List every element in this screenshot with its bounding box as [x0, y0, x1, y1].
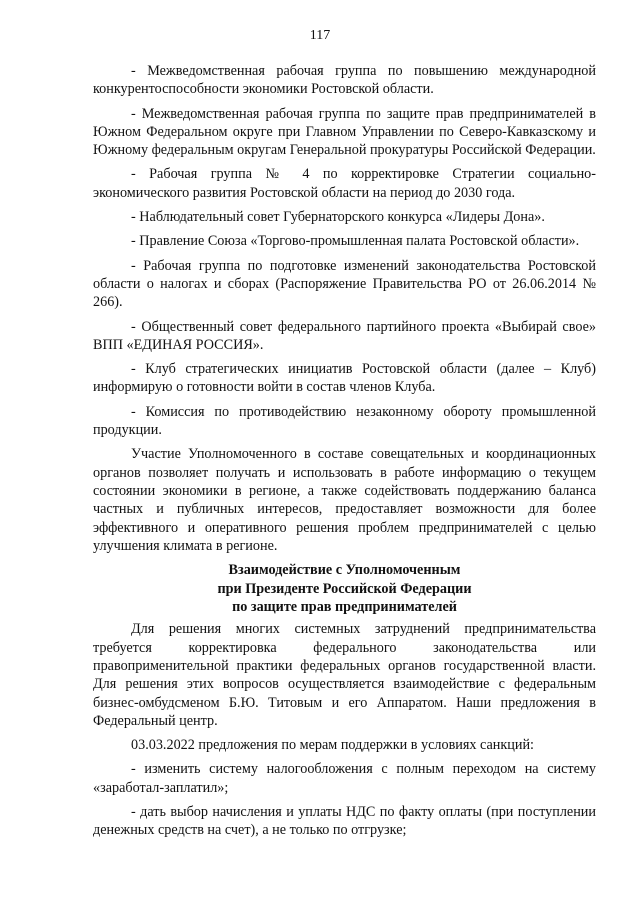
list-item: - дать выбор начисления и уплаты НДС по факту оплаты (при поступлении денежных средств на счет), а не только по отгрузке;	[93, 804, 596, 839]
list-item: - Клуб стратегических инициатив Ростовской области (далее – Клуб) информирую о готовности войти в состав членов Клуба.	[93, 361, 596, 396]
list-item: - Наблюдательный совет Губернаторского конкурса «Лидеры Дона».	[131, 209, 545, 226]
body-paragraph: Для решения многих системных затруднений предпринимательства требуется корректировка федерального законодательства или правоприменительной практики федеральных органов государственной власти. Для решения этих вопросов осуществляется взаимодействие с федеральным бизнес-омбудсменом Б.Ю. Титовым и его Аппаратом. Наши предложения в Федеральный центр.	[93, 621, 596, 729]
list-item: - Общественный совет федерального партийного проекта «Выбирай свое» ВПП «ЕДИНАЯ РОССИЯ».	[93, 318, 596, 353]
page-number: 117	[309, 28, 331, 43]
section-heading	[93, 561, 596, 616]
list-item: - Рабочая группа по подготовке изменений законодательства Ростовской области о налогах и сборах (Распоряжение Правительства РО от 26.06.2014 № 266).	[93, 257, 596, 311]
body-paragraph: 03.03.2022 предложения по мерам поддержки в условиях санкций:	[131, 737, 534, 754]
list-item: - Комиссия по противодействию незаконному обороту промышленной продукции.	[93, 403, 596, 439]
list-item: - Рабочая группа № 4 по корректировке Стратегии социально-экономического развития Ростовской области на период до 2030 года.	[93, 166, 596, 201]
body-paragraph: Участие Уполномоченного в составе совещательных и координационных органов позволяет получать и использовать в работе информацию о текущем состоянии экономики в регионе, а также содействовать поддержанию баланса частных и публичных интересов, предоставляет возможности для более эффективного и оперативного решения проблем предпринимателей с целью улучшения климата в регионе.	[93, 446, 596, 554]
list-item: - Межведомственная рабочая группа по защите прав предпринимателей в Южном Федеральном округе при Главном Управлении по Северо-Кавказскому и Южному федеральным округам Генеральной прокуратуры Российской Федерации.	[93, 105, 596, 159]
document-body	[93, 62, 596, 846]
heading-line: по защите прав предпринимателей	[232, 598, 457, 615]
heading-line: Взаимодействие с Уполномоченным	[228, 562, 461, 579]
list-item: - Межведомственная рабочая группа по повышению международной конкурентоспособности экономики Ростовской области.	[93, 63, 596, 98]
heading-line: при Президенте Российской Федерации	[217, 580, 472, 597]
list-item: - Правление Союза «Торгово-промышленная палата Ростовской области».	[131, 233, 580, 250]
list-item: - изменить систему налогообложения с полным переходом на систему «заработал-заплатил»;	[93, 761, 596, 796]
